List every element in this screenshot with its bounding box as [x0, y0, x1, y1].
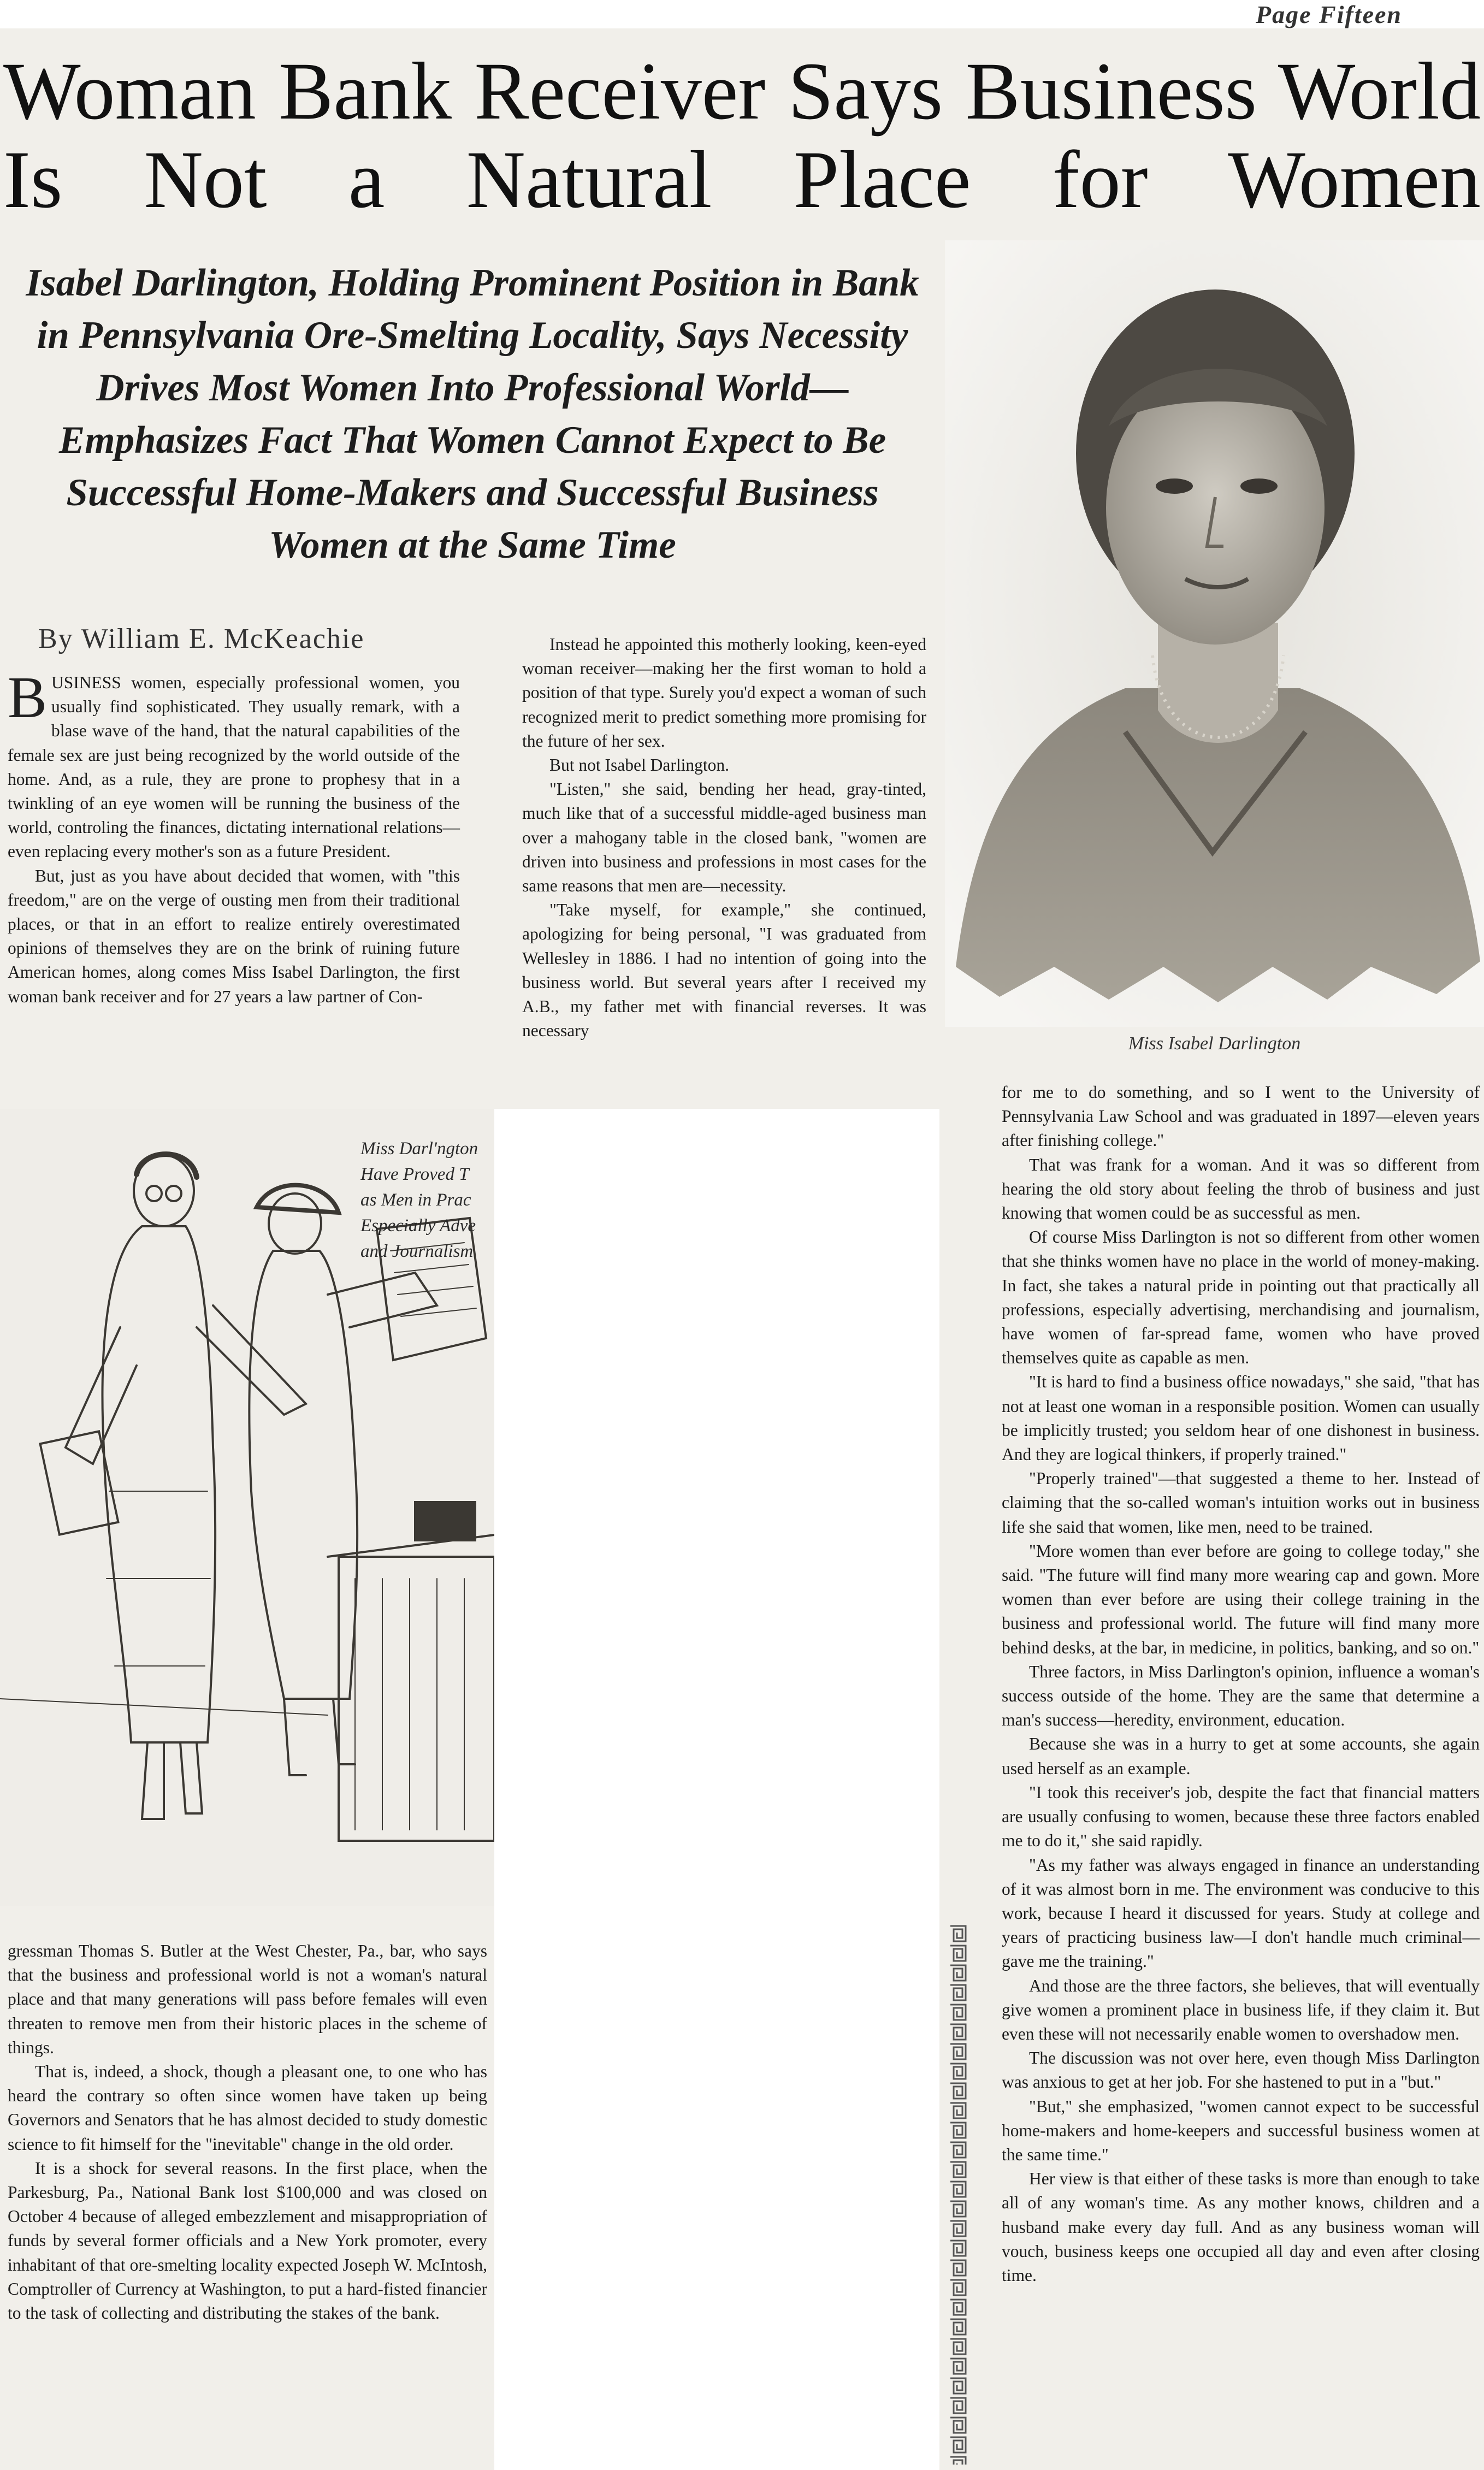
column-3-paragraph-10: "As my father was always engaged in finance an understanding of it was almost born in me. The environment was conducive to this work, because I heard it discussed for years. Study at college and years of practicing business law—I don't handle much criminal—gave me the training.": [1002, 1855, 1480, 1971]
column-3-paragraph-2: That was frank for a woman. And it was so different from hearing the old story about feeling the throb of business and just knowing that women could be as successful as men.: [1002, 1155, 1480, 1223]
column-2: [522, 633, 926, 1043]
illustration-caption-line: and Journalism: [360, 1242, 474, 1261]
column-3-paragraph-6: "More women than ever before are going to college today," she said. "The future will find many more wearing cap and gown. More women than ever before are using their college training in the business and professional world. The future will find many more behind desks, at the bar, in medicine, in politics, banking, and so on.": [1002, 1541, 1480, 1657]
column-3-paragraph-9: "I took this receiver's job, despite the fact that financial matters are usually confusing to women, because these three factors enabled me to do it," she said rapidly.: [1002, 1782, 1480, 1851]
column-1-continued: [8, 1939, 487, 2325]
column-1-continued-paragraph-1: gressman Thomas S. Butler at the West Chester, Pa., bar, who says that the business and professional world is not a woman's natural place and that many generations will pass before females will even threaten to remove men from their historic places in the scheme of things.: [8, 1941, 487, 2057]
column-3-paragraph-4: "It is hard to find a business office nowadays," she said, "that has not at least one woman in a responsible position. Women can usually be implicitly trusted; you seldom hear of one dishonest in business. And they are logical thinkers, if properly trained.": [1002, 1372, 1480, 1464]
column-2-paragraph-2: But not Isabel Darlington.: [549, 755, 729, 775]
deck: Isabel Darlington, Holding Prominent Position in Bank in Pennsylvania Ore-Smelting Locality, Says Necessity Drives Most Women Into Professional World—Emphasizes Fact That Women Cannot Expect to Be Successful Home-Makers and Successful Business Women at the Same Time: [26, 262, 919, 566]
illustration-caption-line: as Men in Prac: [360, 1190, 471, 1210]
column-3-paragraph-8: Because she was in a hurry to get at some accounts, she again used herself as an example.: [1002, 1734, 1480, 1778]
portrait-caption: Miss Isabel Darlington: [1128, 1033, 1301, 1054]
column-3-paragraph-1: for me to do something, and so I went to the University of Pennsylvania Law School and was graduated in 1897—eleven years after finishing college.": [1002, 1083, 1480, 1150]
illustration-caption: [360, 1136, 494, 1264]
column-2-paragraph-4: "Take myself, for example," she continued, apologizing for being personal, "I was graduated from Wellesley in 1886. I had no intention of going into the business world. But several years after I received my A.B., my father met with financial reverses. It was necessary: [522, 900, 926, 1041]
column-3-paragraph-3: Of course Miss Darlington is not so different from other women that she thinks women have no place in the world of money-making. In fact, she takes a natural pride in pointing out that practically all professions, especially advertising, merchandising and journalism, have women of far-spread fame, women who have proved themselves quite as capable as men.: [1002, 1227, 1480, 1368]
column-3-paragraph-14: Her view is that either of these tasks is more than enough to take all of any woman's time. As any mother knows, children and a husband make every day full. And as any business woman will vouch, business keeps one occupied all day and even after closing time.: [1002, 2169, 1480, 2285]
byline: By William E. McKeachie: [38, 623, 365, 654]
column-1-paragraph-1: USINESS women, especially professional women, you usually find sophisticated. They usually remark, with a blase wave of the hand, that the natural capabilities of the female sex are just being recognized by the world outside of the home. And, as a rule, they are prone to prophesy that in a twinkling of an eye women will be running the business of the world, controling the finances, dictating international relations—even replacing every mother's son as a future President.: [8, 673, 460, 861]
column-1-continued-paragraph-2: That is, indeed, a shock, though a pleasant one, to one who has heard the contrary so often since women have taken up being Governors and Senators that he has almost decided to study domestic science to fit himself for the "inevitable" change in the old order.: [8, 2062, 487, 2154]
illustration-caption-line: Have Proved T: [360, 1165, 469, 1184]
page-folio: Page Fifteen: [1256, 1, 1402, 28]
drop-cap: B: [8, 665, 48, 730]
portrait-photo: [945, 240, 1484, 1027]
column-2-paragraph-1: Instead he appointed this motherly looking, keen-eyed woman receiver—making her the first woman to hold a position of that type. Surely you'd expect a woman of such recognized merit to predict something more promising for the future of her sex.: [522, 635, 926, 751]
column-3-paragraph-12: The discussion was not over here, even though Miss Darlington was anxious to get at her job. For she hastened to put in a "but.": [1002, 2048, 1480, 2092]
column-3-paragraph-5: "Properly trained"—that suggested a theme to her. Instead of claiming that the so-called woman's intuition works out in business life she said that women, like men, need to be trained.: [1002, 1469, 1480, 1537]
ornamental-border: [948, 1924, 968, 2465]
column-3-paragraph-11: And those are the three factors, she believes, that will eventually give women a prominent place in business life, if they claim it. But even these will not necessarily enable women to overshadow men.: [1002, 1976, 1480, 2043]
column-1-paragraph-2: But, just as you have about decided that women, with "this freedom," are on the verge of ousting men from their traditional places, or that in an effort to realize entirely overestimated opinions of themselves they are on the brink of ruining future American homes, along comes Miss Isabel Darlington, the first woman bank receiver and for 27 years a law partner of Con-: [8, 866, 460, 1006]
portrait-image: [945, 240, 1484, 1027]
column-2-paragraph-3: "Listen," she said, bending her head, gray-tinted, much like that of a successful middle-aged business man over a mahogany table in the closed bank, "women are driven into business and professions in most cases for the same reasons that men are—necessity.: [522, 779, 926, 896]
column-3-paragraph-13: "But," she emphasized, "women cannot expect to be successful home-makers and home-keepers and successful business women at the same time.": [1002, 2096, 1480, 2164]
headline: Woman Bank Receiver Says Business World Is Not a Natural Place for Women: [3, 46, 1481, 225]
illustration-caption-line: Miss Darl'ngton: [360, 1139, 478, 1159]
column-3: [1002, 1080, 1480, 2288]
column-1-continued-paragraph-3: It is a shock for several reasons. In the first place, when the Parkesburg, Pa., National Bank lost $100,000 and was closed on October 4 because of alleged embezzlement and misappropriation of funds by several former officials and a New York promoter, every inhabitant of that ore-smelting locality expected Joseph W. McIntosh, Comptroller of Currency at Washington, to put a hard-fisted financier to the task of collecting and distributing the stakes of the bank.: [8, 2158, 487, 2323]
column-3-paragraph-7: Three factors, in Miss Darlington's opinion, influence a woman's success outside of the home. They are the same that determine a man's success—heredity, environment, education.: [1002, 1662, 1480, 1730]
illustration-caption-line: Especially Adve: [360, 1216, 476, 1236]
column-1: [8, 665, 460, 1009]
